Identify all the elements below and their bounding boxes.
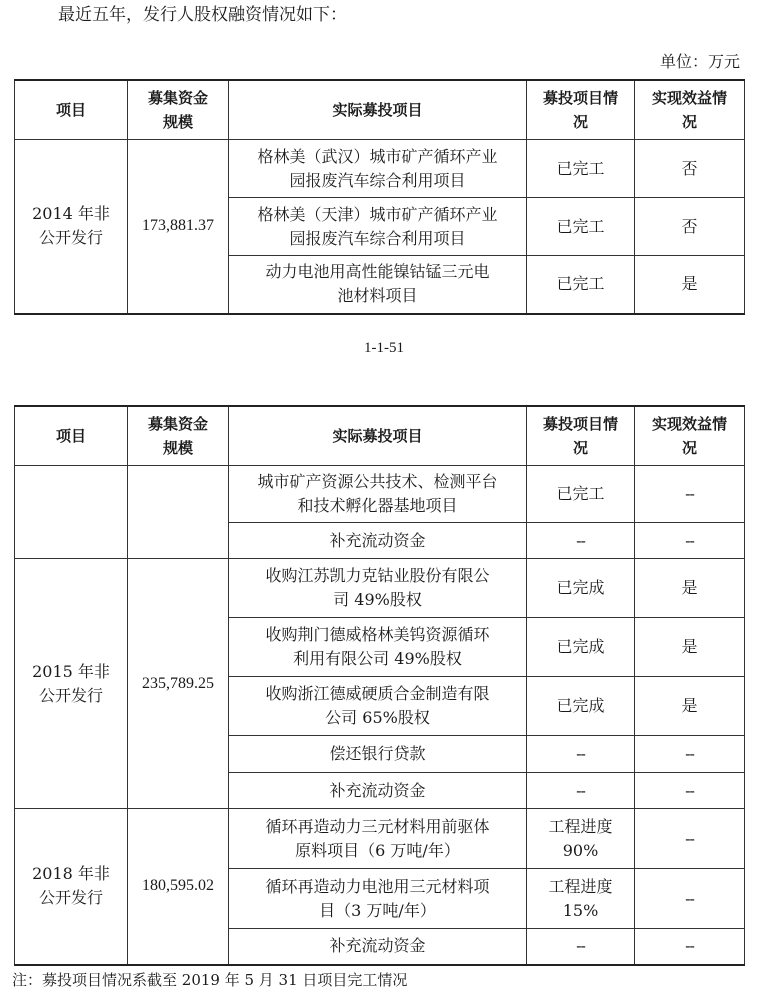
project-cell: 补充流动资金 <box>229 929 527 965</box>
benefit-cell: -- <box>635 809 745 869</box>
status-cell: -- <box>527 773 635 809</box>
header-scale-line1: 募集资金 <box>147 89 208 107</box>
group-name-line2: 公开发行 <box>38 888 103 908</box>
table-row <box>15 140 745 198</box>
project-line2: 目（3 万吨/年） <box>319 900 436 920</box>
header-status-line1: 募投项目情 <box>542 89 618 107</box>
project-cell: 补充流动资金 <box>229 523 527 559</box>
status-line2: 90% <box>562 840 599 860</box>
project-line1: 循环再造动力三元材料用前驱体 <box>265 816 490 836</box>
project-line2: 司 49%股权 <box>333 590 422 609</box>
header-scale <box>128 80 229 140</box>
benefit-cell: -- <box>635 773 745 809</box>
header-benefit-line1: 实现效益情 <box>651 415 727 433</box>
status-cell: -- <box>527 736 635 773</box>
header-status <box>527 80 635 140</box>
header-status <box>527 406 635 466</box>
header-project: 项目 <box>15 80 128 140</box>
header-status-line2: 况 <box>572 439 588 457</box>
project-cell <box>229 140 527 198</box>
status-cell <box>527 809 635 869</box>
status-cell <box>527 869 635 929</box>
table-header-row <box>15 406 745 466</box>
benefit-cell: -- <box>635 929 745 965</box>
project-cell <box>229 618 527 677</box>
header-benefit-line2: 况 <box>681 113 697 131</box>
group-name-line1: 2015 年非 <box>32 661 110 681</box>
project-cell <box>229 677 527 736</box>
status-cell: 已完成 <box>527 677 635 736</box>
header-scale-line2: 规模 <box>162 113 193 131</box>
status-cell: 已完成 <box>527 618 635 677</box>
benefit-cell: 是 <box>635 559 745 618</box>
status-line1: 工程进度 <box>548 816 613 836</box>
project-line2: 公司 65%股权 <box>325 708 430 727</box>
project-line1: 循环再造动力电池用三元材料项 <box>265 876 490 896</box>
group-continued-name <box>15 466 128 559</box>
group-2014-name <box>15 140 128 314</box>
benefit-cell: 是 <box>635 677 745 736</box>
project-line2: 园报废汽车综合利用项目 <box>289 228 466 248</box>
status-cell: 已完工 <box>527 466 635 523</box>
status-cell: 已完成 <box>527 559 635 618</box>
project-line1: 收购荆门德威格林美钨资源循环 <box>265 625 490 644</box>
group-2018-name <box>15 809 128 965</box>
status-line1: 工程进度 <box>548 876 613 896</box>
status-line2: 15% <box>562 900 599 920</box>
project-line1: 格林美（天津）城市矿产循环产业 <box>257 204 498 224</box>
group-name-line1: 2018 年非 <box>32 864 110 884</box>
project-line2: 池材料项目 <box>337 286 418 306</box>
group-continued-scale <box>128 466 229 559</box>
header-scale-line2: 规模 <box>162 439 193 457</box>
status-cell: 已完工 <box>527 198 635 256</box>
project-cell: 补充流动资金 <box>229 773 527 809</box>
project-line1: 格林美（武汉）城市矿产循环产业 <box>257 146 498 166</box>
group-2014-scale: 173,881.37 <box>128 140 229 314</box>
header-status-line1: 募投项目情 <box>542 415 618 433</box>
project-cell <box>229 559 527 618</box>
project-cell <box>229 198 527 256</box>
project-line1: 城市矿产资源公共技术、检测平台 <box>257 472 498 491</box>
group-2015-scale: 235,789.25 <box>128 559 229 809</box>
header-actual-project: 实际募投项目 <box>229 80 527 140</box>
group-name-line2: 公开发行 <box>38 228 103 248</box>
benefit-cell: 是 <box>635 256 745 314</box>
header-benefit-line1: 实现效益情 <box>651 89 727 107</box>
benefit-cell: -- <box>635 466 745 523</box>
project-line2: 利用有限公司 49%股权 <box>293 649 462 668</box>
benefit-cell: 是 <box>635 618 745 677</box>
header-status-line2: 况 <box>572 113 588 131</box>
header-scale <box>128 406 229 466</box>
benefit-cell: 否 <box>635 198 745 256</box>
page-number: 1-1-51 <box>364 340 404 356</box>
group-name-line2: 公开发行 <box>38 685 103 705</box>
header-benefit-line2: 况 <box>681 439 697 457</box>
benefit-cell: -- <box>635 523 745 559</box>
financing-table-part2 <box>14 405 745 966</box>
project-line1: 动力电池用高性能镍钴锰三元电 <box>265 262 490 282</box>
group-name-line1: 2014 年非 <box>32 204 110 224</box>
header-scale-line1: 募集资金 <box>147 415 208 433</box>
table-row <box>15 466 745 523</box>
financing-table-part1 <box>14 79 745 315</box>
status-cell: 已完工 <box>527 140 635 198</box>
header-project: 项目 <box>15 406 128 466</box>
status-cell: -- <box>527 929 635 965</box>
project-line1: 收购浙江德威硬质合金制造有限 <box>265 684 490 703</box>
header-benefit <box>635 80 745 140</box>
project-cell: 偿还银行贷款 <box>229 736 527 773</box>
group-2018-scale: 180,595.02 <box>128 809 229 965</box>
status-cell: -- <box>527 523 635 559</box>
status-cell: 已完工 <box>527 256 635 314</box>
project-line2: 和技术孵化器基地项目 <box>297 496 458 515</box>
table-row <box>15 809 745 869</box>
benefit-cell: 否 <box>635 140 745 198</box>
project-line2: 原料项目（6 万吨/年） <box>295 840 460 860</box>
project-cell <box>229 256 527 314</box>
table-row <box>15 559 745 618</box>
footnote: 注：募投项目情况系截至 2019 年 5 月 31 日项目完工情况 <box>12 971 408 989</box>
header-benefit <box>635 406 745 466</box>
project-cell <box>229 809 527 869</box>
benefit-cell: -- <box>635 736 745 773</box>
unit-label: 单位：万元 <box>659 52 740 71</box>
group-2015-name <box>15 559 128 809</box>
project-cell <box>229 869 527 929</box>
project-line2: 园报废汽车综合利用项目 <box>289 170 466 190</box>
project-line1: 收购江苏凯力克钴业股份有限公 <box>265 566 490 585</box>
header-actual-project: 实际募投项目 <box>229 406 527 466</box>
table-header-row <box>15 80 745 140</box>
benefit-cell: -- <box>635 869 745 929</box>
intro-text: 最近五年，发行人股权融资情况如下： <box>58 5 347 25</box>
project-cell <box>229 466 527 523</box>
